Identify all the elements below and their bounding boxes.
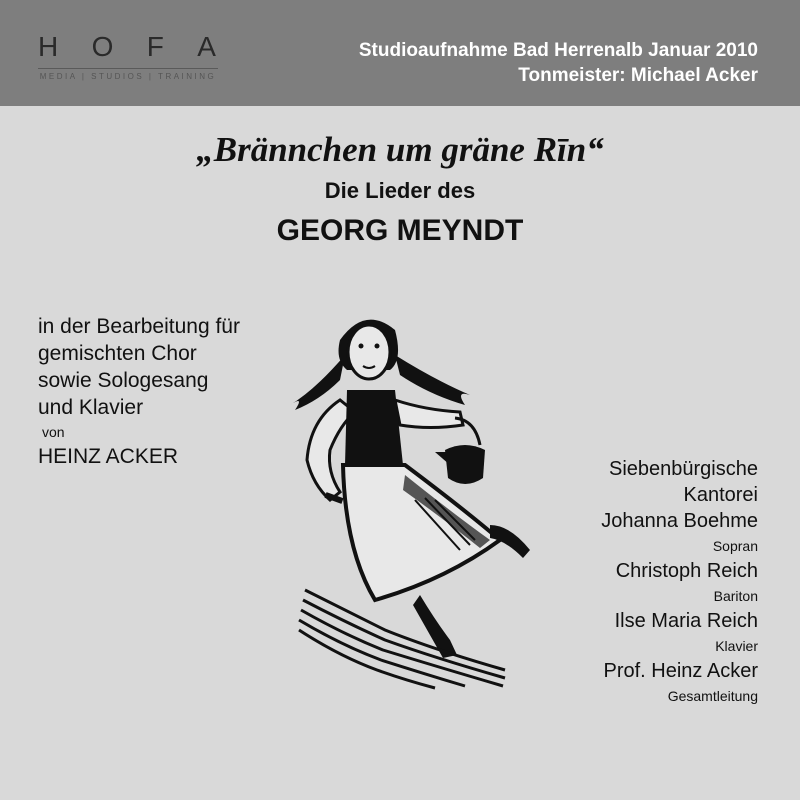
performer-list [601,456,758,708]
logo-letter: A [197,31,218,62]
logo-letter: F [146,31,166,62]
arranger-name: HEINZ ACKER [38,445,179,468]
recording-line-2: Tonmeister: Michael Acker [518,65,758,86]
performer-name: Kantorei [683,484,758,506]
recording-line-1: Studioaufnahme Bad Herrenalb Januar 2010 [358,40,758,61]
album-title: „Brännchen um gräne Rīn“ [196,130,604,169]
composer-name: GEORG MEYNDT [276,214,524,247]
performer-name: Ilse Maria Reich [614,610,758,632]
intro-line: sowie Sologesang [38,369,209,392]
logo-letters [38,32,218,62]
logo-divider [38,68,218,69]
logo-letter: H [38,31,61,62]
logo-tagline: MEDIA | STUDIOS | TRAINING [39,72,217,81]
woodcut-girl-illustration [285,300,575,690]
performer-role: Bariton [713,588,758,604]
hofa-logo [38,32,218,81]
arrangement-info [38,313,240,470]
performer-role: Sopran [712,538,758,554]
performer-name: Prof. Heinz Acker [603,660,758,682]
recording-info [359,38,758,88]
header-bar [0,0,800,106]
album-subtitle: Die Lieder des [324,178,476,203]
performer-name: Johanna Boehme [601,510,758,532]
performer-name: Christoph Reich [615,560,758,582]
performer-role: Gesamtleitung [667,688,758,704]
logo-letter: O [91,31,116,62]
von-label: von [42,424,65,440]
intro-line: in der Bearbeitung für [38,315,240,338]
intro-line: gemischten Chor [38,342,197,365]
intro-line: und Klavier [38,396,144,419]
performer-name: Siebenbürgische [609,458,758,480]
performer-role: Klavier [715,638,758,654]
